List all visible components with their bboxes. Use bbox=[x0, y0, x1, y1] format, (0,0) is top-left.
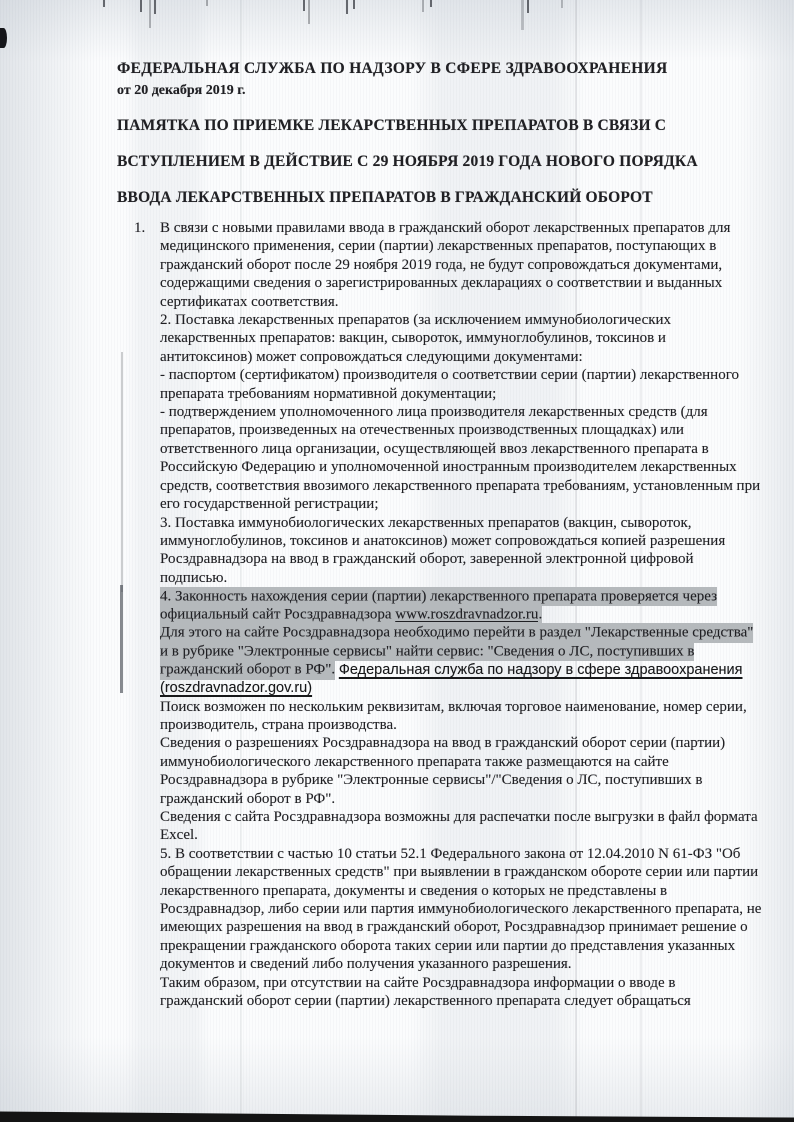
paragraph-1-text: В связи с новыми правилами ввода в гражданский оборот лекарственных препаратов для медицинского применения, серии (партии) лекарственных препаратов, поступающих в гражданский оборот после 29 ноября 2019 года, не будут сопровождаться документами, содержащими сведения о зарегистрированных декларациях о соответствии и выданных сертификатах соответствия. bbox=[160, 220, 731, 310]
scan-dash bbox=[527, 0, 529, 13]
highlighted-text-period: . bbox=[538, 606, 543, 623]
scan-blob bbox=[0, 28, 7, 48]
paragraph-1 bbox=[134, 219, 762, 311]
scan-dash bbox=[149, 0, 151, 28]
highlighted-text-1: 4. Законность нахождения серии (партии) лекарственного препарата проверяется через официальный сайт Росздравнадзора bbox=[160, 588, 718, 623]
scan-bottom-edge bbox=[0, 1107, 794, 1122]
scan-dash bbox=[521, 0, 524, 30]
scan-dash bbox=[140, 0, 142, 12]
paragraph-7: Сведения с сайта Росздравнадзора возможны для распечатки после выгрузки в файл формата Excel. bbox=[160, 809, 758, 844]
paragraph-2: 2. Поставка лекарственных препаратов (за исключением иммунобиологических лекарственных препаратов: вакцин, сывороток, иммуноглобулинов, токсинов и антитоксинов) может сопровождаться следующими документами: bbox=[160, 312, 672, 365]
paragraph-4 bbox=[160, 587, 762, 697]
scan-dash bbox=[206, 0, 208, 6]
scan-dash bbox=[561, 0, 563, 8]
document-title-line-2: ВСТУПЛЕНИЕМ В ДЕЙСТВИЕ С 29 НОЯБРЯ 2019 ГОДА НОВОГО ПОРЯДКА bbox=[117, 153, 698, 170]
paragraph-3: 3. Поставка иммунобиологических лекарственных препаратов (вакцин, сывороток, иммуноглобулинов, токсинов и анатоксинов) может сопровождаться копией разрешения Росздравнадзора на ввод в гражданский оборот, заверенной электронной цифровой подписью. bbox=[160, 514, 726, 586]
paragraph-5: Поиск возможен по нескольким реквизитам, включая торговое наименование, номер серии, производитель, страна производства. bbox=[160, 698, 747, 733]
document-issuer-heading: ФЕДЕРАЛЬНАЯ СЛУЖБА ПО НАДЗОРУ В СФЕРЕ ЗДРАВООХРАНЕНИЯ bbox=[117, 60, 668, 77]
paragraph-6: Сведения о разрешениях Росздравнадзора на ввод в гражданский оборот серии (партии) иммунобиологического лекарственного препарата также размещаются на сайте Росздравнадзора в рубрике "Электронные сервисы"/"Сведения о ЛС, поступивших в гражданский оборот в РФ". bbox=[160, 735, 726, 807]
scan-dash bbox=[308, 0, 310, 24]
paragraph-8: 5. В соответствии с частью 10 статьи 52.1 Федерального закона от 12.04.2010 N 61-ФЗ "Об обращении лекарственных средств" при выявлении в гражданском обороте серии или партии лекарственного препарата, документы и сведения о которых не представлены в Росздравнадзор, либо серии или партия иммунобиологического лекарственного препарата, не имеющих разрешения на ввод в гражданский оборот, Росздравнадзор принимает решение о прекращении гражданского оборота таких серии или партии до представления указанных документов и сведений либо получения указанного разрешения. bbox=[160, 845, 762, 973]
highlighted-text-2: Для этого на сайте Росздравнадзора необходимо перейти в раздел "Лекарственные средства" и в рубрике "Электронные сервисы" найти сервис: "Сведения о ЛС, поступивших в гражданский оборот в РФ". bbox=[160, 624, 754, 678]
roszdravnadzor-gov-link[interactable]: Федеральная служба по надзору в сфере здравоохранения (roszdravnadzor.gov.ru) bbox=[160, 661, 743, 697]
scan-dash bbox=[422, 0, 424, 12]
document-body bbox=[134, 219, 762, 1010]
scan-dash bbox=[346, 0, 348, 14]
paragraph-2-bullet-2: - подтверждением уполномоченного лица производителя лекарственных средств (для препаратов, произведенных на отечественных производственных площадках) или ответственного лица организации, осуществляющей ввоз лекарственного препарата в Российскую Федерацию и уполномоченной иностранным производителем лекарственных средств, соответствия ввозимого лекарственного препарата требованиям, установленным при его государственной регистрации; bbox=[160, 404, 761, 513]
scan-dash bbox=[353, 0, 355, 9]
document-title-line-1: ПАМЯТКА ПО ПРИЕМКЕ ЛЕКАРСТВЕННЫХ ПРЕПАРАТОВ В СВЯЗИ С bbox=[117, 117, 667, 134]
document-content bbox=[117, 59, 767, 1010]
scan-dash bbox=[154, 0, 156, 14]
document-title-line-3: ВВОДА ЛЕКАРСТВЕННЫХ ПРЕПАРАТОВ В ГРАЖДАНСКИЙ ОБОРОТ bbox=[117, 189, 653, 206]
paragraph-2-bullet-1: - паспортом (сертификатом) производителя о соответствии серии (партии) лекарственного препарата требованиям нормативной документации; bbox=[160, 367, 739, 402]
scan-dash bbox=[303, 0, 305, 11]
roszdravnadzor-url-link[interactable]: www.roszdravnadzor.ru bbox=[395, 606, 539, 623]
scan-dash bbox=[430, 0, 432, 7]
paragraph-9: Таким образом, при отсутствии на сайте Росздравнадзора информации о вводе в гражданский оборот серии (партии) лекарственного препарата следует обращаться bbox=[160, 974, 691, 1010]
document-date: от 20 декабря 2019 г. bbox=[117, 83, 246, 98]
scan-dash bbox=[103, 0, 105, 7]
list-number: 1. bbox=[134, 220, 146, 236]
